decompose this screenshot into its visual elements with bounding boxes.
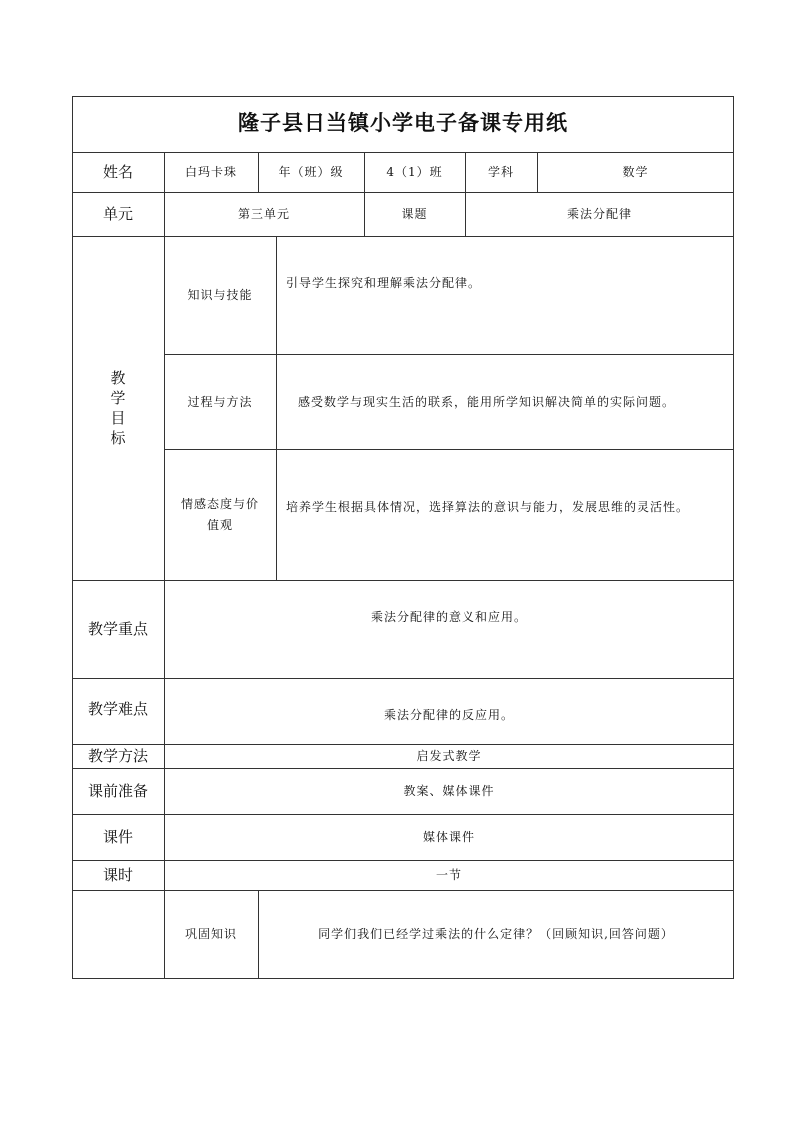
difficulties-value: 乘法分配律的反应用。 [383, 708, 514, 722]
consolidation-text: 同学们我们已经学过乘法的什么定律？（回顾知识,回答问题） [318, 927, 674, 941]
topic-label: 课题 [401, 207, 428, 221]
key-points-value: 乘法分配律的意义和应用。 [370, 610, 527, 624]
page-title: 隆子县日当镇小学电子备课专用纸 [238, 111, 568, 136]
objectives-label-char: 标 [110, 429, 126, 448]
objectives-label-char: 教 [110, 368, 126, 387]
unit-value: 第三单元 [237, 207, 290, 221]
attitude-values-label [164, 449, 276, 580]
method-value: 启发式教学 [416, 749, 482, 763]
method-label: 教学方法 [87, 746, 148, 765]
knowledge-skills-label: 知识与技能 [187, 288, 253, 302]
consolidation-label: 巩固知识 [184, 927, 237, 941]
lesson-plan-table [72, 96, 734, 979]
name-value: 白玛卡珠 [184, 165, 237, 179]
periods-label: 课时 [102, 865, 133, 884]
key-points-label: 教学重点 [87, 619, 148, 638]
attitude-values-label-line: 情感态度与价 [180, 497, 259, 512]
difficulties-label: 教学难点 [87, 700, 148, 718]
objectives-label [72, 236, 164, 580]
grade-value: 4（1）班 [386, 165, 443, 179]
preparation-label: 课前准备 [87, 781, 148, 800]
attitude-values-label-line: 值观 [206, 517, 233, 532]
grade-label: 年（班）级 [278, 165, 344, 179]
courseware-label: 课件 [102, 827, 133, 846]
periods-value: 一节 [435, 868, 462, 882]
attitude-values-text: 培养学生根据具体情况，选择算法的意识与能力，发展思维的灵活性。 [286, 499, 690, 514]
subject-value: 数学 [622, 165, 649, 179]
table-border-bottom [72, 978, 734, 979]
preparation-value: 教案、媒体课件 [403, 784, 495, 798]
knowledge-skills-text: 引导学生探究和理解乘法分配律。 [286, 276, 482, 290]
topic-value: 乘法分配律 [566, 207, 632, 221]
courseware-value: 媒体课件 [422, 830, 475, 844]
process-method-label: 过程与方法 [187, 394, 253, 409]
process-method-text: 感受数学与现实生活的联系，能用所学知识解决简单的实际问题。 [298, 394, 676, 409]
subject-label: 学科 [487, 165, 514, 179]
objectives-label-char: 学 [110, 388, 126, 407]
objectives-label-char: 目 [110, 409, 126, 427]
name-label: 姓名 [102, 162, 133, 181]
unit-label: 单元 [102, 204, 133, 223]
